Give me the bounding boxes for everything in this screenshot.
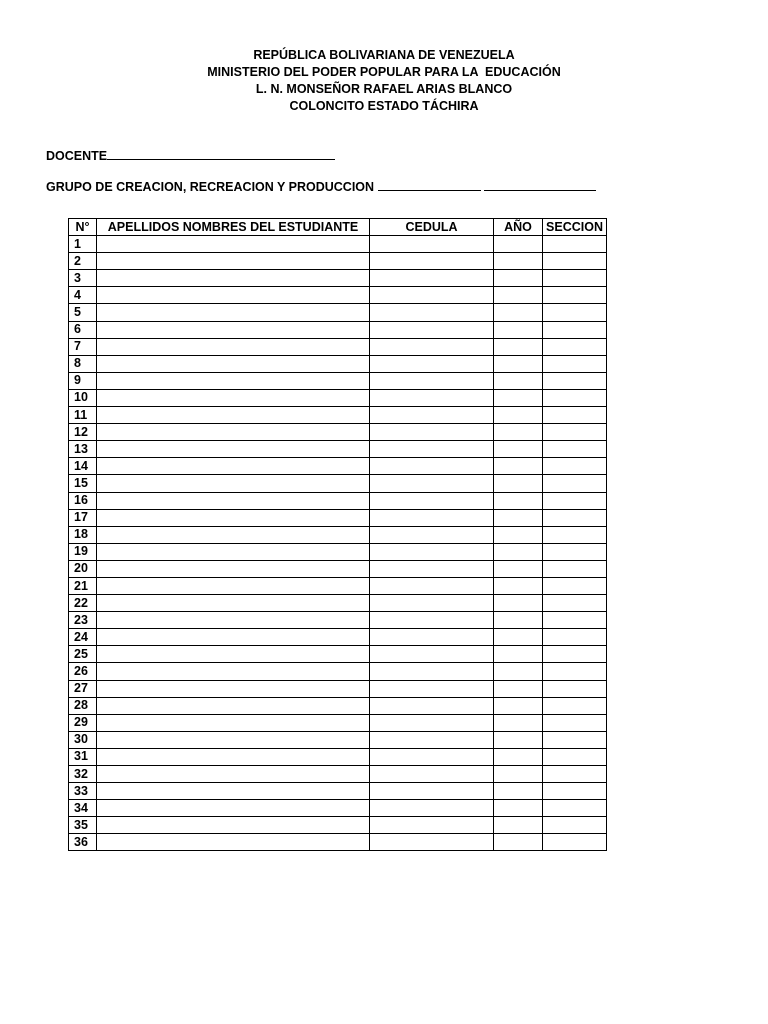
table-row bbox=[69, 270, 607, 287]
row-student-name-cell bbox=[97, 834, 370, 851]
row-year-cell bbox=[494, 663, 543, 680]
row-student-name-cell bbox=[97, 475, 370, 492]
row-year-cell bbox=[494, 321, 543, 338]
row-year-cell bbox=[494, 304, 543, 321]
table-row bbox=[69, 492, 607, 509]
row-cedula-cell bbox=[370, 407, 494, 424]
row-cedula-cell bbox=[370, 543, 494, 560]
row-year-cell bbox=[494, 287, 543, 304]
row-number-cell: 7 bbox=[69, 338, 97, 355]
row-cedula-cell bbox=[370, 389, 494, 406]
row-cedula-cell bbox=[370, 270, 494, 287]
row-student-name-cell bbox=[97, 560, 370, 577]
row-cedula-cell bbox=[370, 817, 494, 834]
row-cedula-cell bbox=[370, 236, 494, 253]
row-cedula-cell bbox=[370, 475, 494, 492]
docente-label: DOCENTE bbox=[46, 149, 108, 163]
row-student-name-cell bbox=[97, 612, 370, 629]
row-section-cell bbox=[543, 407, 607, 424]
header-section: SECCION bbox=[543, 219, 607, 236]
table-row bbox=[69, 800, 607, 817]
row-section-cell bbox=[543, 783, 607, 800]
row-number-cell: 19 bbox=[69, 543, 97, 560]
row-number-cell: 3 bbox=[69, 270, 97, 287]
row-cedula-cell bbox=[370, 441, 494, 458]
row-number-cell: 33 bbox=[69, 783, 97, 800]
table-row bbox=[69, 748, 607, 765]
table-row bbox=[69, 236, 607, 253]
row-year-cell bbox=[494, 236, 543, 253]
header-student-name: APELLIDOS NOMBRES DEL ESTUDIANTE bbox=[97, 219, 370, 236]
row-year-cell bbox=[494, 372, 543, 389]
row-number-cell: 11 bbox=[69, 407, 97, 424]
table-row bbox=[69, 253, 607, 270]
row-section-cell bbox=[543, 646, 607, 663]
row-section-cell bbox=[543, 543, 607, 560]
row-cedula-cell bbox=[370, 287, 494, 304]
row-year-cell bbox=[494, 492, 543, 509]
row-year-cell bbox=[494, 543, 543, 560]
docente-field bbox=[46, 146, 335, 163]
row-student-name-cell bbox=[97, 697, 370, 714]
row-student-name-cell bbox=[97, 748, 370, 765]
row-student-name-cell bbox=[97, 236, 370, 253]
table-row bbox=[69, 441, 607, 458]
row-section-cell bbox=[543, 800, 607, 817]
row-year-cell bbox=[494, 697, 543, 714]
row-number-cell: 26 bbox=[69, 663, 97, 680]
table-row bbox=[69, 663, 607, 680]
row-cedula-cell bbox=[370, 424, 494, 441]
row-student-name-cell bbox=[97, 441, 370, 458]
row-number-cell: 23 bbox=[69, 612, 97, 629]
row-student-name-cell bbox=[97, 663, 370, 680]
row-cedula-cell bbox=[370, 748, 494, 765]
row-number-cell: 29 bbox=[69, 714, 97, 731]
row-student-name-cell bbox=[97, 492, 370, 509]
row-year-cell bbox=[494, 731, 543, 748]
row-cedula-cell bbox=[370, 492, 494, 509]
row-student-name-cell bbox=[97, 407, 370, 424]
row-number-cell: 17 bbox=[69, 509, 97, 526]
row-number-cell: 6 bbox=[69, 321, 97, 338]
row-student-name-cell bbox=[97, 543, 370, 560]
row-year-cell bbox=[494, 783, 543, 800]
table-row bbox=[69, 509, 607, 526]
table-row bbox=[69, 646, 607, 663]
row-student-name-cell bbox=[97, 526, 370, 543]
table-row bbox=[69, 407, 607, 424]
row-student-name-cell bbox=[97, 321, 370, 338]
row-student-name-cell bbox=[97, 458, 370, 475]
row-year-cell bbox=[494, 338, 543, 355]
row-section-cell bbox=[543, 304, 607, 321]
row-number-cell: 20 bbox=[69, 560, 97, 577]
row-cedula-cell bbox=[370, 509, 494, 526]
row-year-cell bbox=[494, 407, 543, 424]
row-number-cell: 34 bbox=[69, 800, 97, 817]
row-number-cell: 28 bbox=[69, 697, 97, 714]
row-year-cell bbox=[494, 834, 543, 851]
row-section-cell bbox=[543, 338, 607, 355]
row-number-cell: 9 bbox=[69, 372, 97, 389]
table-row bbox=[69, 817, 607, 834]
table-row bbox=[69, 612, 607, 629]
row-section-cell bbox=[543, 560, 607, 577]
row-student-name-cell bbox=[97, 253, 370, 270]
row-cedula-cell bbox=[370, 663, 494, 680]
row-cedula-cell bbox=[370, 304, 494, 321]
row-student-name-cell bbox=[97, 287, 370, 304]
row-number-cell: 12 bbox=[69, 424, 97, 441]
row-year-cell bbox=[494, 355, 543, 372]
row-cedula-cell bbox=[370, 577, 494, 594]
row-cedula-cell bbox=[370, 321, 494, 338]
table-row bbox=[69, 424, 607, 441]
row-cedula-cell bbox=[370, 458, 494, 475]
table-row bbox=[69, 526, 607, 543]
row-cedula-cell bbox=[370, 697, 494, 714]
table-row bbox=[69, 560, 607, 577]
row-section-cell bbox=[543, 766, 607, 783]
row-year-cell bbox=[494, 560, 543, 577]
row-student-name-cell bbox=[97, 714, 370, 731]
row-year-cell bbox=[494, 577, 543, 594]
row-section-cell bbox=[543, 526, 607, 543]
row-year-cell bbox=[494, 629, 543, 646]
table-row bbox=[69, 834, 607, 851]
header-republic: REPÚBLICA BOLIVARIANA DE VENEZUELA bbox=[253, 48, 515, 62]
row-cedula-cell bbox=[370, 595, 494, 612]
row-section-cell bbox=[543, 321, 607, 338]
row-section-cell bbox=[543, 817, 607, 834]
row-year-cell bbox=[494, 612, 543, 629]
header-ministry: MINISTERIO DEL PODER POPULAR PARA LA EDUCACIÓN bbox=[207, 65, 561, 79]
row-cedula-cell bbox=[370, 766, 494, 783]
row-cedula-cell bbox=[370, 612, 494, 629]
row-student-name-cell bbox=[97, 646, 370, 663]
row-year-cell bbox=[494, 458, 543, 475]
table-row bbox=[69, 287, 607, 304]
row-cedula-cell bbox=[370, 355, 494, 372]
table-row bbox=[69, 697, 607, 714]
row-number-cell: 13 bbox=[69, 441, 97, 458]
row-year-cell bbox=[494, 817, 543, 834]
grupo-blank-line-2 bbox=[484, 177, 596, 191]
row-number-cell: 2 bbox=[69, 253, 97, 270]
table-row bbox=[69, 355, 607, 372]
grupo-field bbox=[46, 177, 596, 194]
table-row bbox=[69, 321, 607, 338]
row-cedula-cell bbox=[370, 560, 494, 577]
row-section-cell bbox=[543, 577, 607, 594]
row-student-name-cell bbox=[97, 372, 370, 389]
row-number-cell: 24 bbox=[69, 629, 97, 646]
row-year-cell bbox=[494, 509, 543, 526]
table-row bbox=[69, 783, 607, 800]
row-student-name-cell bbox=[97, 629, 370, 646]
row-number-cell: 5 bbox=[69, 304, 97, 321]
row-student-name-cell bbox=[97, 509, 370, 526]
table-row bbox=[69, 766, 607, 783]
row-student-name-cell bbox=[97, 731, 370, 748]
row-number-cell: 14 bbox=[69, 458, 97, 475]
row-cedula-cell bbox=[370, 372, 494, 389]
header-cedula: CEDULA bbox=[370, 219, 494, 236]
row-year-cell bbox=[494, 748, 543, 765]
row-number-cell: 8 bbox=[69, 355, 97, 372]
row-number-cell: 16 bbox=[69, 492, 97, 509]
table-row bbox=[69, 372, 607, 389]
table-row bbox=[69, 714, 607, 731]
row-section-cell bbox=[543, 458, 607, 475]
row-student-name-cell bbox=[97, 389, 370, 406]
row-student-name-cell bbox=[97, 783, 370, 800]
row-student-name-cell bbox=[97, 817, 370, 834]
row-year-cell bbox=[494, 389, 543, 406]
row-section-cell bbox=[543, 748, 607, 765]
table-row bbox=[69, 595, 607, 612]
header-number: N° bbox=[69, 219, 97, 236]
row-year-cell bbox=[494, 680, 543, 697]
table-row bbox=[69, 475, 607, 492]
row-section-cell bbox=[543, 355, 607, 372]
row-section-cell bbox=[543, 680, 607, 697]
row-student-name-cell bbox=[97, 270, 370, 287]
row-section-cell bbox=[543, 372, 607, 389]
table-row bbox=[69, 577, 607, 594]
row-section-cell bbox=[543, 731, 607, 748]
row-number-cell: 10 bbox=[69, 389, 97, 406]
table-row bbox=[69, 731, 607, 748]
row-number-cell: 22 bbox=[69, 595, 97, 612]
row-number-cell: 27 bbox=[69, 680, 97, 697]
row-student-name-cell bbox=[97, 766, 370, 783]
row-cedula-cell bbox=[370, 783, 494, 800]
row-section-cell bbox=[543, 287, 607, 304]
row-section-cell bbox=[543, 253, 607, 270]
row-student-name-cell bbox=[97, 355, 370, 372]
row-cedula-cell bbox=[370, 834, 494, 851]
grupo-blank-line-1 bbox=[378, 177, 481, 191]
row-section-cell bbox=[543, 424, 607, 441]
document-header bbox=[0, 47, 768, 115]
row-cedula-cell bbox=[370, 338, 494, 355]
table-row bbox=[69, 304, 607, 321]
row-number-cell: 31 bbox=[69, 748, 97, 765]
row-cedula-cell bbox=[370, 629, 494, 646]
table-header-row bbox=[69, 219, 607, 236]
row-number-cell: 36 bbox=[69, 834, 97, 851]
row-section-cell bbox=[543, 492, 607, 509]
row-year-cell bbox=[494, 253, 543, 270]
row-section-cell bbox=[543, 714, 607, 731]
row-section-cell bbox=[543, 663, 607, 680]
table-row bbox=[69, 543, 607, 560]
row-cedula-cell bbox=[370, 714, 494, 731]
row-number-cell: 21 bbox=[69, 577, 97, 594]
row-year-cell bbox=[494, 595, 543, 612]
row-cedula-cell bbox=[370, 800, 494, 817]
row-cedula-cell bbox=[370, 731, 494, 748]
header-location: COLONCITO ESTADO TÁCHIRA bbox=[289, 99, 479, 113]
row-section-cell bbox=[543, 236, 607, 253]
row-number-cell: 15 bbox=[69, 475, 97, 492]
row-section-cell bbox=[543, 509, 607, 526]
row-section-cell bbox=[543, 834, 607, 851]
row-year-cell bbox=[494, 526, 543, 543]
grupo-label: GRUPO DE CREACION, RECREACION Y PRODUCCION bbox=[46, 180, 375, 194]
row-section-cell bbox=[543, 629, 607, 646]
table-row bbox=[69, 458, 607, 475]
row-section-cell bbox=[543, 475, 607, 492]
row-year-cell bbox=[494, 714, 543, 731]
table-row bbox=[69, 338, 607, 355]
row-number-cell: 1 bbox=[69, 236, 97, 253]
docente-blank-line bbox=[107, 146, 335, 160]
row-student-name-cell bbox=[97, 680, 370, 697]
row-student-name-cell bbox=[97, 800, 370, 817]
row-student-name-cell bbox=[97, 338, 370, 355]
row-year-cell bbox=[494, 441, 543, 458]
row-year-cell bbox=[494, 424, 543, 441]
row-cedula-cell bbox=[370, 253, 494, 270]
student-roster-table bbox=[68, 218, 607, 851]
row-student-name-cell bbox=[97, 304, 370, 321]
row-cedula-cell bbox=[370, 646, 494, 663]
row-number-cell: 25 bbox=[69, 646, 97, 663]
table-row bbox=[69, 680, 607, 697]
row-cedula-cell bbox=[370, 526, 494, 543]
row-year-cell bbox=[494, 646, 543, 663]
row-year-cell bbox=[494, 475, 543, 492]
row-section-cell bbox=[543, 595, 607, 612]
row-number-cell: 32 bbox=[69, 766, 97, 783]
table-body bbox=[69, 236, 607, 851]
row-student-name-cell bbox=[97, 577, 370, 594]
row-number-cell: 4 bbox=[69, 287, 97, 304]
row-student-name-cell bbox=[97, 595, 370, 612]
header-school: L. N. MONSEÑOR RAFAEL ARIAS BLANCO bbox=[255, 82, 513, 96]
row-number-cell: 18 bbox=[69, 526, 97, 543]
table-row bbox=[69, 629, 607, 646]
row-year-cell bbox=[494, 270, 543, 287]
table-row bbox=[69, 389, 607, 406]
row-number-cell: 35 bbox=[69, 817, 97, 834]
row-section-cell bbox=[543, 697, 607, 714]
row-number-cell: 30 bbox=[69, 731, 97, 748]
row-section-cell bbox=[543, 389, 607, 406]
row-section-cell bbox=[543, 612, 607, 629]
row-section-cell bbox=[543, 270, 607, 287]
row-section-cell bbox=[543, 441, 607, 458]
row-student-name-cell bbox=[97, 424, 370, 441]
header-year: AÑO bbox=[494, 219, 543, 236]
row-year-cell bbox=[494, 766, 543, 783]
row-year-cell bbox=[494, 800, 543, 817]
row-cedula-cell bbox=[370, 680, 494, 697]
